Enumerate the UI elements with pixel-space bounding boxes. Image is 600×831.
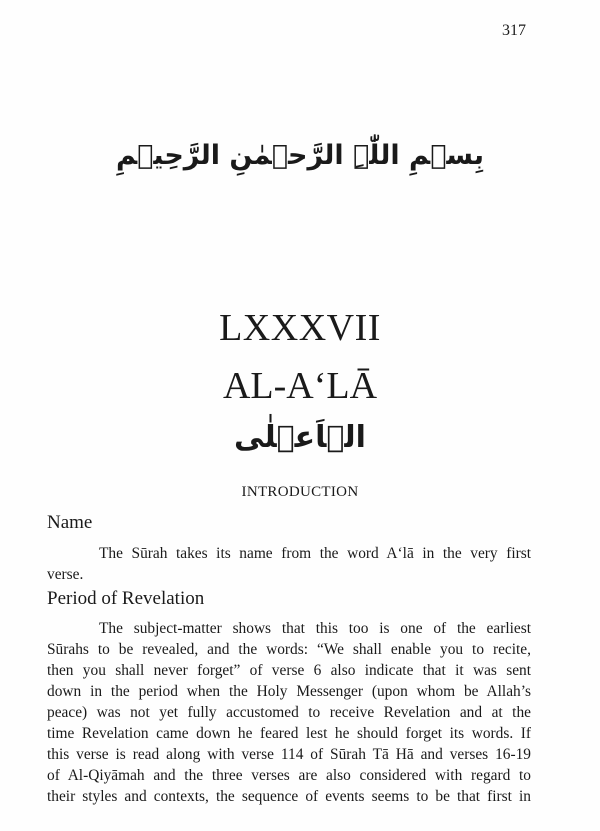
section-heading-period: Period of Revelation: [47, 588, 205, 609]
paragraph-line: The Sūrah takes its name from the word A‘lā in the very first: [99, 545, 531, 562]
surah-number: LXXXVII: [219, 307, 381, 349]
paragraph-line: down in the period when the Holy Messenger (upon whom be Allah’s: [47, 683, 531, 700]
introduction-heading: INTRODUCTION: [241, 484, 359, 500]
paragraph-line: peace) was not yet fully accustomed to receive Revelation and at the: [47, 704, 531, 721]
basmala-calligraphy: بِسۡمِ اللّٰہِ الرَّحۡمٰنِ الرَّحِیۡمِ: [115, 140, 485, 171]
surah-title: AL-A‘LĀ: [222, 365, 378, 407]
paragraph-line: The subject-matter shows that this too is one of the earliest: [99, 620, 531, 637]
page-number: 317: [502, 22, 526, 39]
paragraph-line: then you shall never forget” of verse 6 also indicate that it was sent: [47, 662, 531, 679]
paragraph-line: Sūrahs to be revealed, and the words: “We shall enable you to recite,: [47, 641, 531, 658]
section-heading-name: Name: [47, 512, 93, 533]
paragraph-line: of Al-Qiyāmah and the three verses are also considered with regard to: [47, 767, 531, 784]
section-paragraph-period: [47, 618, 531, 807]
section-paragraph-name: [47, 543, 531, 585]
paragraph-line: verse.: [47, 566, 84, 583]
surah-title-arabic: الۡاَعۡلٰی: [234, 420, 366, 455]
paragraph-line: this verse is read along with verse 114 of Sūrah Tā Hā and verses 16-19: [47, 746, 531, 763]
paragraph-line: time Revelation came down he feared lest he should forget its words. If: [47, 725, 531, 742]
paragraph-line: their styles and contexts, the sequence of events seems to be that first in: [47, 788, 531, 805]
